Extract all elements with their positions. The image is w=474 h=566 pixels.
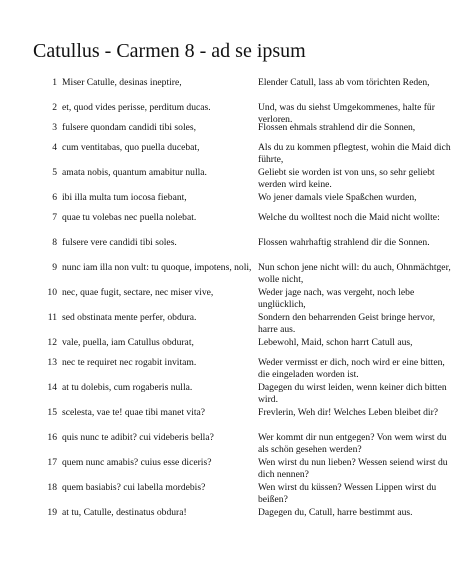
latin-verse: quem basiabis? cui labella mordebis? <box>62 482 206 493</box>
german-translation: Weder jage nach, was vergeht, noch lebe unglücklich, <box>258 287 415 310</box>
latin-verse: fulsere quondam candidi tibi soles, <box>62 122 197 133</box>
german-translation: Frevlerin, Weh dir! Welches Leben bleibet dir? <box>258 407 439 418</box>
latin-verse: nec te requiret nec rogabit invitam. <box>62 357 197 368</box>
line-number: 18 <box>47 482 57 493</box>
line-number: 4 <box>52 142 57 153</box>
german-translation: Weder vermisst er dich, noch wird er eine bitten, die eingeladen worden ist. <box>258 357 445 380</box>
poem-line-row <box>0 102 474 125</box>
line-number: 14 <box>47 382 57 393</box>
german-translation: Wen wirst du küssen? Wessen Lippen wirst du beißen? <box>258 482 437 505</box>
latin-verse: amata nobis, quantum amabitur nulla. <box>62 167 207 178</box>
line-number: 8 <box>52 237 57 248</box>
poem-line-row <box>0 382 474 407</box>
latin-verse: cum ventitabas, quo puella ducebat, <box>62 142 200 153</box>
line-number: 16 <box>47 432 57 443</box>
german-translation: Flossen wahrhaftig strahlend dir die Sonnen. <box>258 237 430 248</box>
poem-line-row <box>0 192 474 212</box>
poem-table <box>0 77 474 527</box>
poem-line-row <box>0 142 474 167</box>
poem-line-row <box>0 337 474 357</box>
line-number: 3 <box>52 122 57 133</box>
line-number: 1 <box>52 77 57 88</box>
line-number: 19 <box>47 507 57 518</box>
german-translation: Wer kommt dir nun entgegen? Von wem wirst du als schön gesehen werden? <box>258 432 447 455</box>
poem-line-row <box>0 122 474 142</box>
line-number: 2 <box>52 102 57 113</box>
page-title: Catullus - Carmen 8 - ad se ipsum <box>33 40 306 62</box>
german-translation: Wo jener damals viele Spaßchen wurden, <box>258 192 417 203</box>
poem-line-row <box>0 77 474 102</box>
line-number: 6 <box>52 192 57 203</box>
poem-line-row <box>0 432 474 457</box>
latin-verse: Miser Catulle, desinas ineptire, <box>62 77 182 88</box>
latin-verse: at tu dolebis, cum rogaberis nulla. <box>62 382 193 393</box>
line-number: 10 <box>47 287 57 298</box>
poem-line-row <box>0 312 474 337</box>
line-number: 5 <box>52 167 57 178</box>
poem-line-row <box>0 212 474 237</box>
latin-verse: quae tu volebas nec puella nolebat. <box>62 212 197 223</box>
german-translation: Geliebt sie worden ist von uns, so sehr geliebt werden wird keine. <box>258 167 435 190</box>
poem-line-row <box>0 262 474 287</box>
poem-line-row <box>0 237 474 262</box>
latin-verse: quis nunc te adibit? cui videberis bella? <box>62 432 214 443</box>
german-translation: Sondern den beharrenden Geist bringe hervor, harre aus. <box>258 312 436 335</box>
latin-verse: vale, puella, iam Catullus obdurat, <box>62 337 194 348</box>
line-number: 15 <box>47 407 57 418</box>
latin-verse: nunc iam illa non vult: tu quoque, impotens, noli, <box>62 262 252 273</box>
poem-line-row <box>0 457 474 482</box>
line-number: 13 <box>47 357 57 368</box>
german-translation: Flossen ehmals strahlend dir die Sonnen, <box>258 122 416 133</box>
german-translation: Nun schon jene nicht will: du auch, Ohnmächtger, wolle nicht, <box>258 262 451 285</box>
german-translation: Dagegen du wirst leiden, wenn keiner dich bitten wird. <box>258 382 447 405</box>
poem-line-row <box>0 507 474 527</box>
poem-line-row <box>0 287 474 312</box>
latin-verse: fulsere vere candidi tibi soles. <box>62 237 177 248</box>
german-translation: Und, was du siehst Umgekommenes, halte für verloren. <box>258 102 435 125</box>
latin-verse: ibi illa multa tum iocosa fiebant, <box>62 192 187 203</box>
poem-line-row <box>0 482 474 507</box>
latin-verse: quem nunc amabis? cuius esse diceris? <box>62 457 212 468</box>
german-translation: Lebewohl, Maid, schon harrt Catull aus, <box>258 337 413 348</box>
line-number: 17 <box>47 457 57 468</box>
latin-verse: at tu, Catulle, destinatus obdura! <box>62 507 187 518</box>
poem-line-row <box>0 407 474 432</box>
german-translation: Wen wirst du nun lieben? Wessen seiend wirst du dich nennen? <box>258 457 448 480</box>
latin-verse: sed obstinata mente perfer, obdura. <box>62 312 197 323</box>
german-translation: Dagegen du, Catull, harre bestimmt aus. <box>258 507 413 518</box>
german-translation: Elender Catull, lass ab vom törichten Reden, <box>258 77 430 88</box>
line-number: 11 <box>47 312 57 323</box>
latin-verse: et, quod vides perisse, perditum ducas. <box>62 102 211 113</box>
line-number: 7 <box>52 212 57 223</box>
german-translation: Als du zu kommen pflegtest, wohin die Maid dich führte, <box>258 142 451 165</box>
line-number: 12 <box>47 337 57 348</box>
latin-verse: scelesta, vae te! quae tibi manet vita? <box>62 407 206 418</box>
german-translation: Welche du wolltest noch die Maid nicht wollte: <box>258 212 440 223</box>
poem-line-row <box>0 167 474 192</box>
poem-line-row <box>0 357 474 382</box>
line-number: 9 <box>52 262 57 273</box>
latin-verse: nec, quae fugit, sectare, nec miser vive, <box>62 287 214 298</box>
